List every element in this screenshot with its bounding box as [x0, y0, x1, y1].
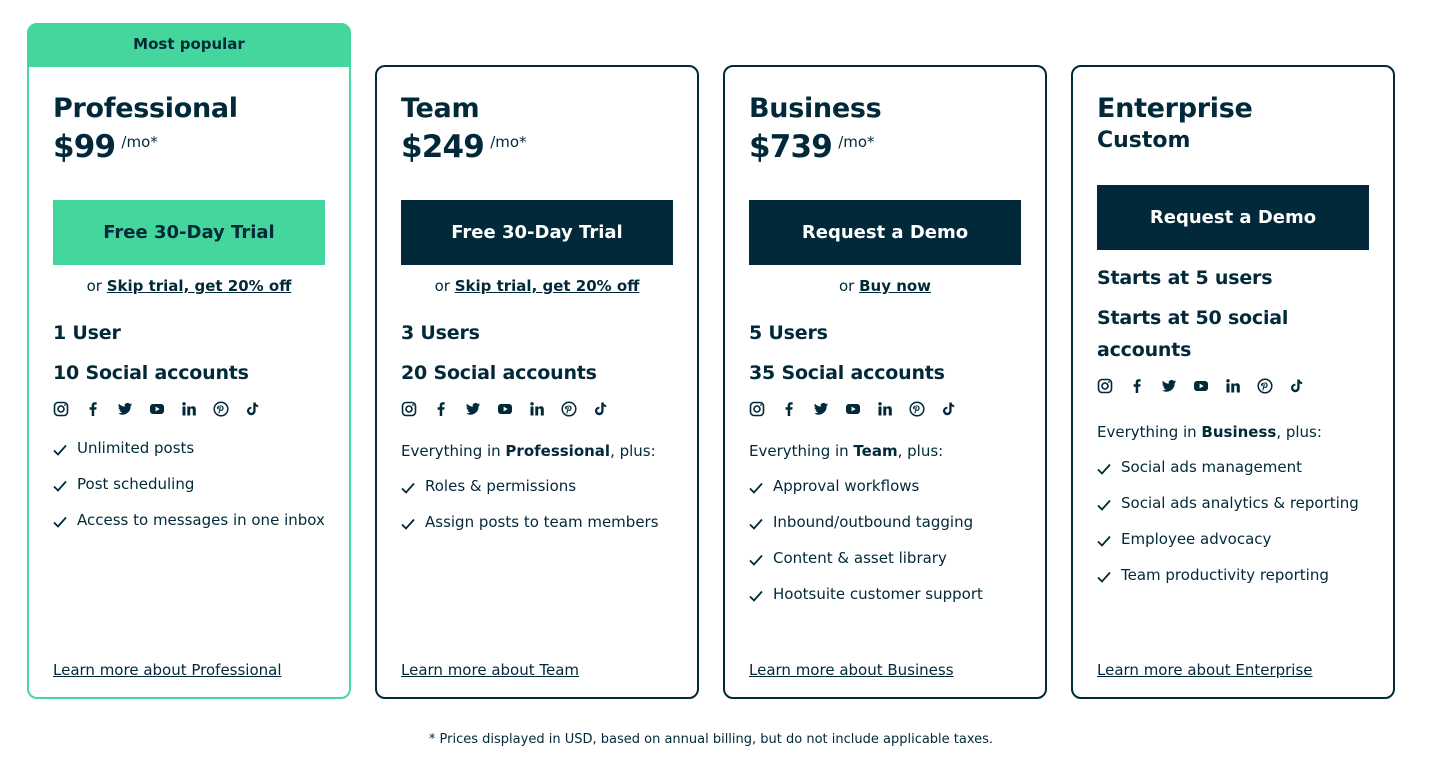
checkmark-icon	[53, 471, 77, 497]
plan-card-professional	[27, 23, 351, 699]
everything-suffix: , plus:	[1276, 423, 1322, 441]
everything-plan: Business	[1201, 423, 1277, 441]
plan-name: Professional	[53, 93, 238, 124]
facebook-icon	[781, 399, 813, 419]
twitter-icon	[465, 399, 497, 419]
feature-item	[53, 435, 325, 461]
twitter-icon	[813, 399, 845, 419]
learn-more-link[interactable]: Learn more about Business	[749, 661, 954, 679]
user-count: 5 Users	[749, 322, 828, 344]
feature-text: Content & asset library	[773, 549, 947, 567]
linkedin-icon	[1225, 376, 1257, 396]
tiktok-icon	[1289, 376, 1321, 396]
feature-item	[1097, 562, 1369, 588]
price-period: /mo*	[490, 133, 527, 151]
everything-prefix: Everything in	[401, 442, 506, 460]
price-period: /mo*	[838, 133, 875, 151]
checkmark-icon	[1097, 454, 1121, 480]
checkmark-icon	[749, 545, 773, 571]
facebook-icon	[85, 399, 117, 419]
tiktok-icon	[593, 399, 625, 419]
everything-plan: Professional	[505, 442, 611, 460]
pinterest-icon	[1257, 376, 1289, 396]
feature-item	[401, 473, 673, 499]
feature-item	[1097, 490, 1369, 516]
plan-name: Business	[749, 93, 882, 124]
feature-text: Social ads analytics & reporting	[1121, 494, 1359, 512]
feature-item	[401, 509, 673, 535]
price-amount: $249	[401, 129, 485, 165]
feature-item	[749, 545, 1021, 571]
feature-text: Unlimited posts	[77, 439, 195, 457]
alt-offer	[401, 275, 673, 297]
feature-item	[749, 473, 1021, 499]
everything-in-note	[1097, 422, 1369, 442]
feature-text: Hootsuite customer support	[773, 585, 983, 603]
instagram-icon	[749, 399, 781, 419]
plan-card-business	[723, 65, 1047, 699]
facebook-icon	[433, 399, 465, 419]
checkmark-icon	[53, 507, 77, 533]
alt-offer	[53, 275, 325, 297]
everything-suffix: , plus:	[897, 442, 944, 460]
checkmark-icon	[749, 473, 773, 499]
tiktok-icon	[245, 399, 277, 419]
checkmark-icon	[1097, 490, 1121, 516]
plan-price	[749, 129, 1021, 170]
feature-text: Assign posts to team members	[425, 513, 659, 531]
most-popular-badge: Most popular	[27, 23, 351, 67]
checkmark-icon	[1097, 562, 1121, 588]
twitter-icon	[1161, 376, 1193, 396]
linkedin-icon	[877, 399, 909, 419]
price-amount: $739	[749, 129, 833, 165]
instagram-icon	[53, 399, 85, 419]
request-demo-button[interactable]: Request a Demo	[749, 200, 1021, 265]
request-demo-button[interactable]: Request a Demo	[1097, 185, 1369, 250]
user-count: 3 Users	[401, 322, 480, 344]
social-accounts-count: Starts at 50 social accounts	[1097, 307, 1289, 361]
social-network-icons	[749, 397, 1021, 421]
learn-more-link[interactable]: Learn more about Team	[401, 661, 580, 679]
instagram-icon	[1097, 376, 1129, 396]
social-network-icons	[53, 397, 325, 421]
social-network-icons	[401, 397, 673, 421]
custom-price: Custom	[1097, 128, 1191, 153]
twitter-icon	[117, 399, 149, 419]
youtube-icon	[497, 399, 529, 419]
tiktok-icon	[941, 399, 973, 419]
instagram-icon	[401, 399, 433, 419]
feature-list	[53, 435, 325, 533]
checkmark-icon	[1097, 526, 1121, 552]
social-network-icons	[1097, 374, 1369, 398]
feature-text: Approval workflows	[773, 477, 920, 495]
checkmark-icon	[749, 581, 773, 607]
feature-list	[749, 473, 1021, 607]
learn-more-link[interactable]: Learn more about Professional	[53, 661, 282, 679]
everything-suffix: , plus:	[610, 442, 656, 460]
everything-plan: Team	[853, 442, 898, 460]
feature-text: Access to messages in one inbox	[77, 511, 325, 529]
price-period: /mo*	[121, 133, 158, 151]
everything-in-note	[401, 441, 673, 461]
checkmark-icon	[401, 509, 425, 535]
checkmark-icon	[749, 509, 773, 535]
youtube-icon	[1193, 376, 1225, 396]
facebook-icon	[1129, 376, 1161, 396]
plan-card-team	[375, 65, 699, 699]
feature-text: Post scheduling	[77, 475, 195, 493]
linkedin-icon	[181, 399, 213, 419]
feature-item	[1097, 454, 1369, 480]
free-trial-button[interactable]: Free 30-Day Trial	[53, 200, 325, 265]
alt-offer	[749, 275, 1021, 297]
everything-in-note	[749, 441, 1021, 461]
user-count: 1 User	[53, 322, 121, 344]
social-accounts-count: 10 Social accounts	[53, 362, 249, 384]
skip-trial-link[interactable]: Skip trial, get 20% off	[106, 277, 292, 295]
feature-list	[1097, 454, 1369, 588]
feature-item	[53, 507, 325, 533]
plan-price	[53, 129, 325, 170]
price-amount: $99	[53, 129, 116, 165]
feature-item	[749, 581, 1021, 607]
everything-prefix: Everything in	[1097, 423, 1202, 441]
plan-card-enterprise	[1071, 65, 1395, 699]
pinterest-icon	[909, 399, 941, 419]
checkmark-icon	[401, 473, 425, 499]
pricing-footnote: * Prices displayed in USD, based on annual billing, but do not include applicable taxes.	[428, 732, 994, 747]
plan-name: Enterprise	[1097, 93, 1253, 124]
feature-item	[53, 471, 325, 497]
free-trial-button[interactable]: Free 30-Day Trial	[401, 200, 673, 265]
feature-text: Social ads management	[1121, 458, 1303, 476]
feature-text: Roles & permissions	[425, 477, 577, 495]
feature-text: Team productivity reporting	[1121, 566, 1329, 584]
feature-item	[749, 509, 1021, 535]
learn-more-link[interactable]: Learn more about Enterprise	[1097, 661, 1313, 679]
everything-prefix: Everything in	[749, 442, 854, 460]
social-accounts-count: 35 Social accounts	[749, 362, 945, 384]
youtube-icon	[845, 399, 877, 419]
pinterest-icon	[213, 399, 245, 419]
feature-list	[401, 473, 673, 535]
buy-now-link[interactable]: Buy now	[859, 277, 932, 295]
feature-item	[1097, 526, 1369, 552]
youtube-icon	[149, 399, 181, 419]
skip-trial-link[interactable]: Skip trial, get 20% off	[454, 277, 640, 295]
plan-price	[401, 129, 673, 170]
alt-prefix: or	[434, 277, 455, 295]
linkedin-icon	[529, 399, 561, 419]
plan-name: Team	[401, 93, 480, 124]
user-count: Starts at 5 users	[1097, 267, 1273, 289]
checkmark-icon	[53, 435, 77, 461]
feature-text: Inbound/outbound tagging	[773, 513, 974, 531]
feature-text: Employee advocacy	[1121, 530, 1272, 548]
social-accounts-count: 20 Social accounts	[401, 362, 597, 384]
pinterest-icon	[561, 399, 593, 419]
alt-prefix: or	[86, 277, 107, 295]
alt-prefix: or	[838, 277, 860, 295]
